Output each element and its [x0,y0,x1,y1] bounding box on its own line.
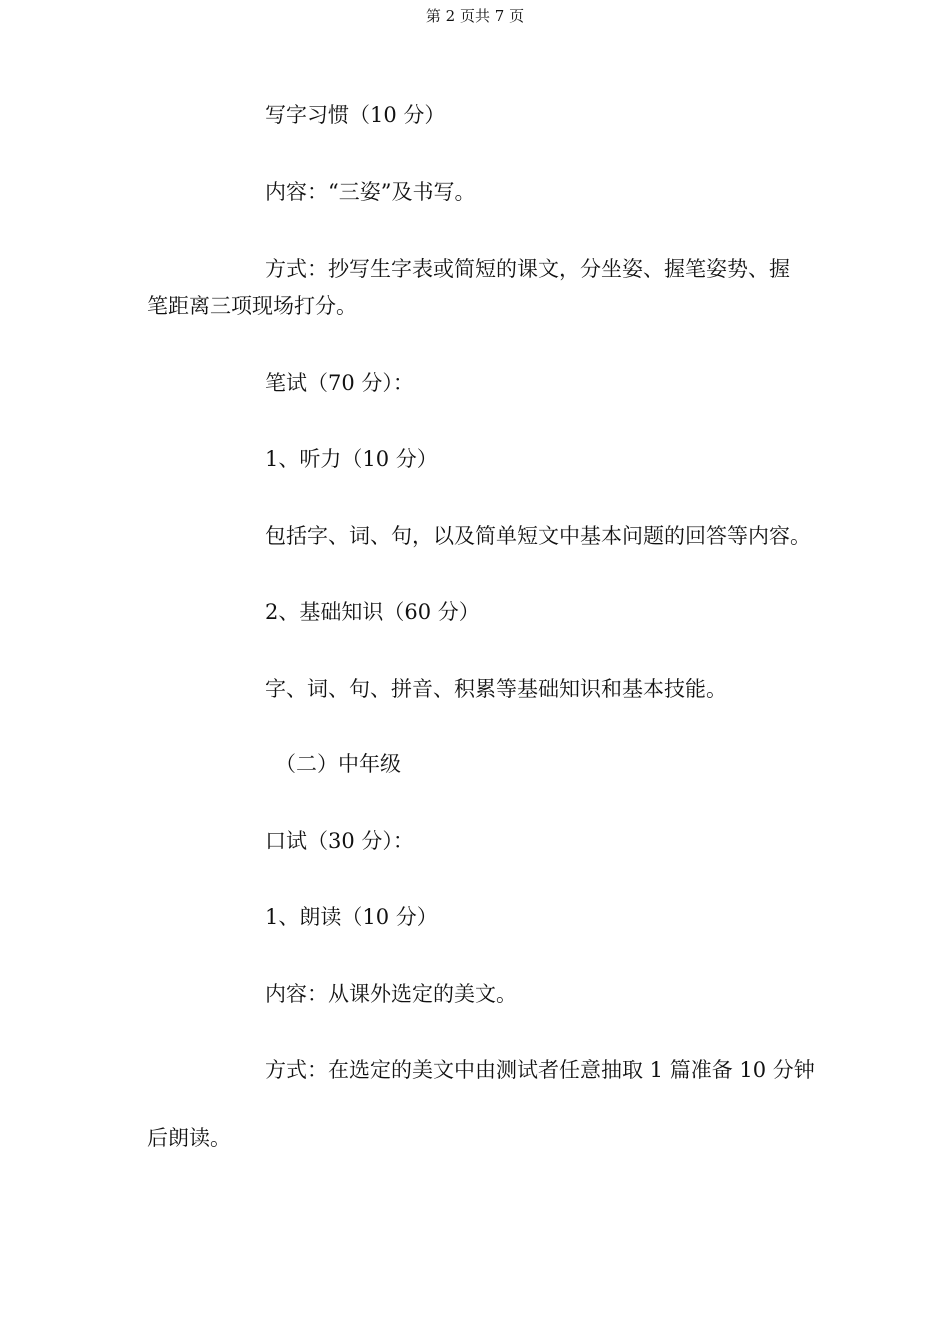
paragraph-basic-knowledge-content: 字、词、句、拼音、积累等基础知识和基本技能。 [265,677,727,701]
section-middle-grade-heading: （二）中年级 [275,752,401,776]
paragraph-writing-method-line2: 笔距离三项现场打分。 [147,294,357,318]
paragraph-written-exam-heading: 笔试（70 分）： [265,371,414,395]
paragraph-reading-heading: 1、朗读（10 分） [265,905,438,929]
paragraph-writing-content: 内容：“三姿”及书写。 [265,180,476,204]
paragraph-basic-knowledge-heading: 2、基础知识（60 分） [265,600,480,624]
paragraph-reading-content: 内容：从课外选定的美文。 [265,982,517,1006]
paragraph-listening-content: 包括字、词、句，以及简单短文中基本问题的回答等内容。 [265,524,811,548]
paragraph-oral-exam-heading: 口试（30 分）： [265,829,414,853]
paragraph-writing-method-line1: 方式：抄写生字表或简短的课文，分坐姿、握笔姿势、握 [265,257,790,281]
paragraph-writing-habit-heading: 写字习惯（10 分） [265,103,446,127]
page-indicator: 第 2 页共 7 页 [425,7,525,25]
paragraph-reading-method-line1: 方式：在选定的美文中由测试者任意抽取 1 篇准备 10 分钟 [265,1058,815,1082]
paragraph-listening-heading: 1、听力（10 分） [265,447,438,471]
paragraph-reading-method-line2: 后朗读。 [147,1126,231,1150]
